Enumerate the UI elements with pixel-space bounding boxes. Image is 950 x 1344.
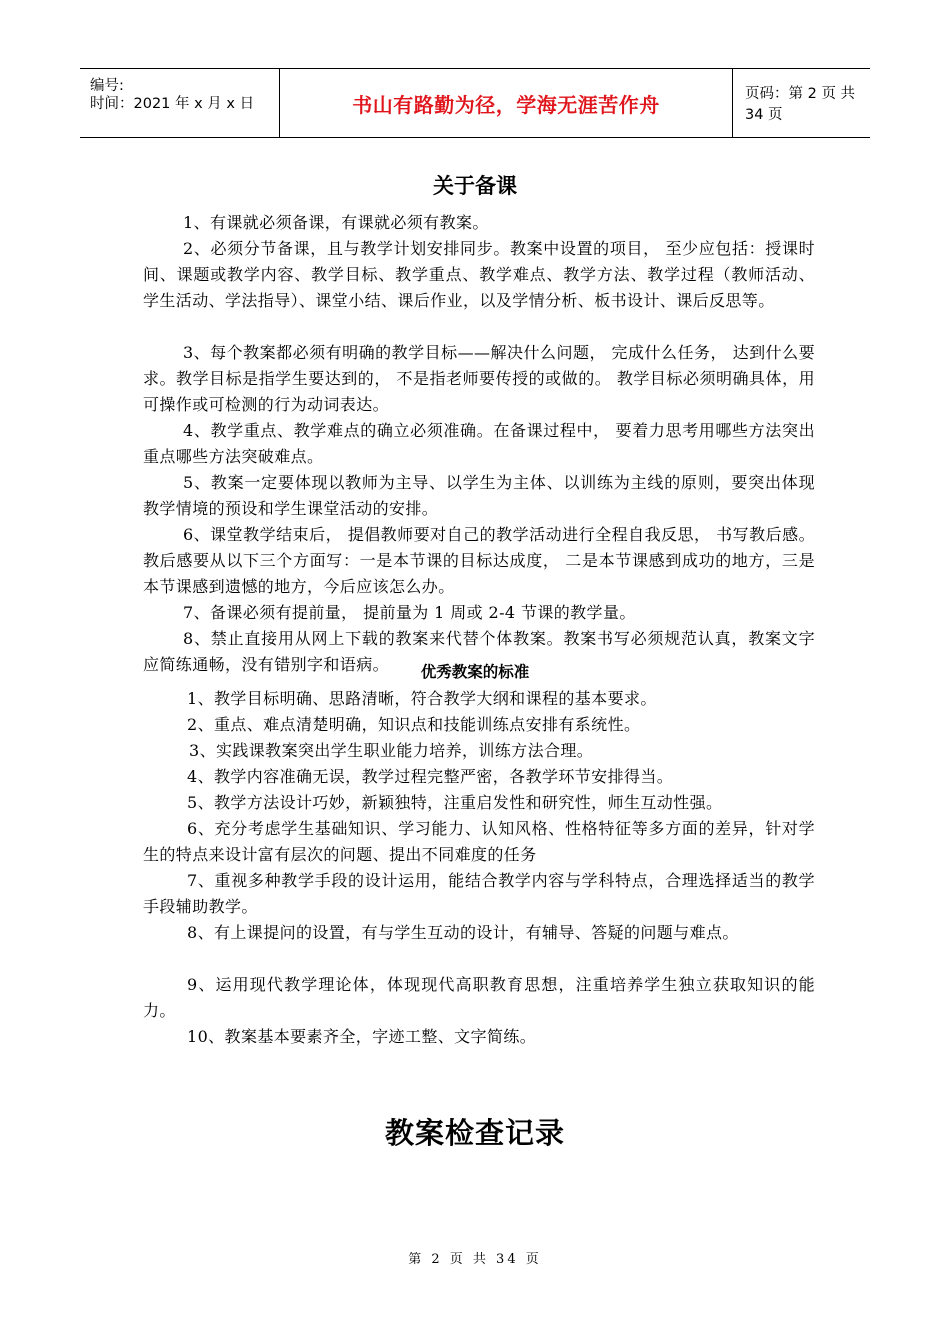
section-title-lesson-prep: 关于备课 bbox=[433, 173, 517, 198]
list-item: 7、重视多种教学手段的设计运用，能结合教学内容与学科特点，合理选择适当的教学手段辅助教学。 bbox=[143, 871, 815, 916]
header-motto-cell bbox=[280, 69, 733, 137]
motto: 书山有路勤为径，学海无涯苦作舟 bbox=[352, 92, 660, 117]
number-label: 编号: bbox=[90, 78, 124, 94]
paragraph: 2、必须分节备课，且与教学计划安排同步。教案中设置的项目， 至少应包括：授课时间、课题或教学内容、教学目标、教学重点、教学难点、教学方法、教学过程（教师活动、学生活动、学法指导）、课堂小结、课后作业，以及学情分析、板书设计、课后反思等。 bbox=[143, 239, 815, 310]
section-title-check-record: 教案检查记录 bbox=[384, 1116, 565, 1150]
time-label: 时间：2021 年 x 月 x 日 bbox=[90, 96, 255, 112]
list-item: 8、有上课提问的设置，有与学生互动的设计，有辅导、答疑的问题与难点。 bbox=[187, 923, 739, 942]
list-item: 3、实践课教案突出学生职业能力培养，训练方法合理。 bbox=[189, 741, 594, 760]
page-label: 页码：第 2 页 共 34 页 bbox=[745, 86, 856, 123]
list-item: 4、教学内容准确无误，教学过程完整严密，各教学环节安排得当。 bbox=[187, 767, 674, 786]
paragraph: 6、课堂教学结束后， 提倡教师要对自己的教学活动进行全程自我反思， 书写教后感。教后感要从以下三个方面写：一是本节课的目标达成度， 二是本节课感到成功的地方，三是本节课感到遗憾的地方，今后应该怎么办。 bbox=[143, 525, 815, 596]
list-item: 1、教学目标明确、思路清晰，符合教学大纲和课程的基本要求。 bbox=[187, 689, 657, 708]
paragraph: 4、教学重点、教学难点的确立必须准确。在备课过程中， 要着力思考用哪些方法突出重点哪些方法突破难点。 bbox=[143, 421, 815, 466]
section-title-excellent-plan: 优秀教案的标准 bbox=[420, 662, 530, 681]
document-header bbox=[80, 68, 870, 138]
paragraph: 5、教案一定要体现以教师为主导、以学生为主体、以训练为主线的原则，要突出体现教学情境的预设和学生课堂活动的安排。 bbox=[143, 473, 815, 518]
list-item: 5、教学方法设计巧妙，新颖独特，注重启发性和研究性，师生互动性强。 bbox=[187, 793, 723, 812]
paragraph: 3、每个教案都必须有明确的教学目标——解决什么问题， 完成什么任务， 达到什么要求。教学目标是指学生要达到的， 不是指老师要传授的或做的。 教学目标必须明确具体，用可操作或可检测的行为动词表达。 bbox=[143, 343, 815, 414]
list-item: 9、运用现代教学理论体，体现现代高职教育思想，注重培养学生独立获取知识的能力。 bbox=[143, 975, 815, 1020]
header-info-cell bbox=[80, 69, 280, 137]
list-item: 2、重点、难点清楚明确，知识点和技能训练点安排有系统性。 bbox=[187, 715, 641, 734]
paragraph: 8、禁止直接用从网上下载的教案来代替个体教案。教案书写必须规范认真，教案文字应简练通畅，没有错别字和语病。 bbox=[143, 629, 815, 674]
page-footer: 第 2 页 共 34 页 bbox=[408, 1252, 542, 1267]
list-item: 6、充分考虑学生基础知识、学习能力、认知风格、性格特征等多方面的差异，针对学生的特点来设计富有层次的问题、提出不同难度的任务 bbox=[143, 819, 815, 864]
list-item: 10、教案基本要素齐全，字迹工整、文字简练。 bbox=[187, 1027, 537, 1046]
paragraph: 7、备课必须有提前量， 提前量为 1 周或 2-4 节课的教学量。 bbox=[183, 603, 636, 622]
paragraph: 1、有课就必须备课，有课就必须有教案。 bbox=[183, 213, 489, 232]
header-page-cell bbox=[733, 69, 870, 137]
